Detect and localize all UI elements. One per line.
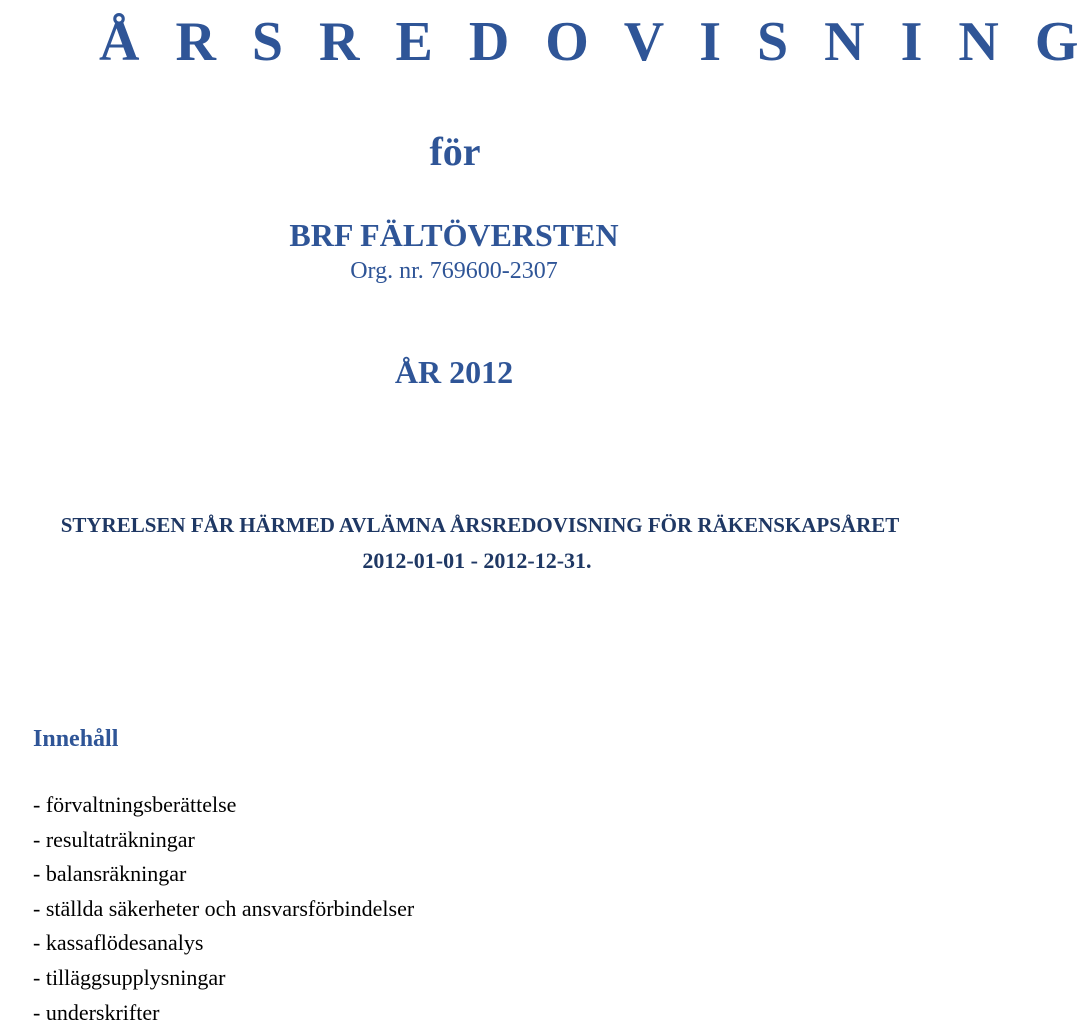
contents-item: - tilläggsupplysningar (33, 964, 226, 990)
for-word: för (429, 129, 481, 174)
fiscal-year: ÅR 2012 (394, 354, 514, 390)
contents-list (33, 788, 414, 1030)
contents-item: - balansräkningar (33, 861, 187, 887)
fiscal-period-text: 2012-01-01 - 2012-12-31. (362, 548, 592, 573)
contents-item: - underskrifter (33, 999, 160, 1025)
contents-item: - förvaltningsberättelse (33, 792, 237, 817)
fiscal-period (0, 546, 960, 576)
company-name: BRF FÄLTÖVERSTEN (289, 217, 619, 253)
contents-heading: Innehåll (33, 726, 119, 752)
contents-item: - resultaträkningar (33, 826, 195, 852)
board-statement: STYRELSEN FÅR HÄRMED AVLÄMNA ÅRSREDOVISNING FÖR RÄKENSKAPSÅRET (60, 513, 900, 537)
org-number: Org. nr. 769600-2307 (350, 258, 558, 284)
contents-item: - ställda säkerheter och ansvarsförbindelser (33, 895, 415, 921)
document-title: Å R S R E D O V I S N I N G (99, 11, 1089, 73)
contents-item: - kassaflödesanalys (33, 930, 204, 956)
